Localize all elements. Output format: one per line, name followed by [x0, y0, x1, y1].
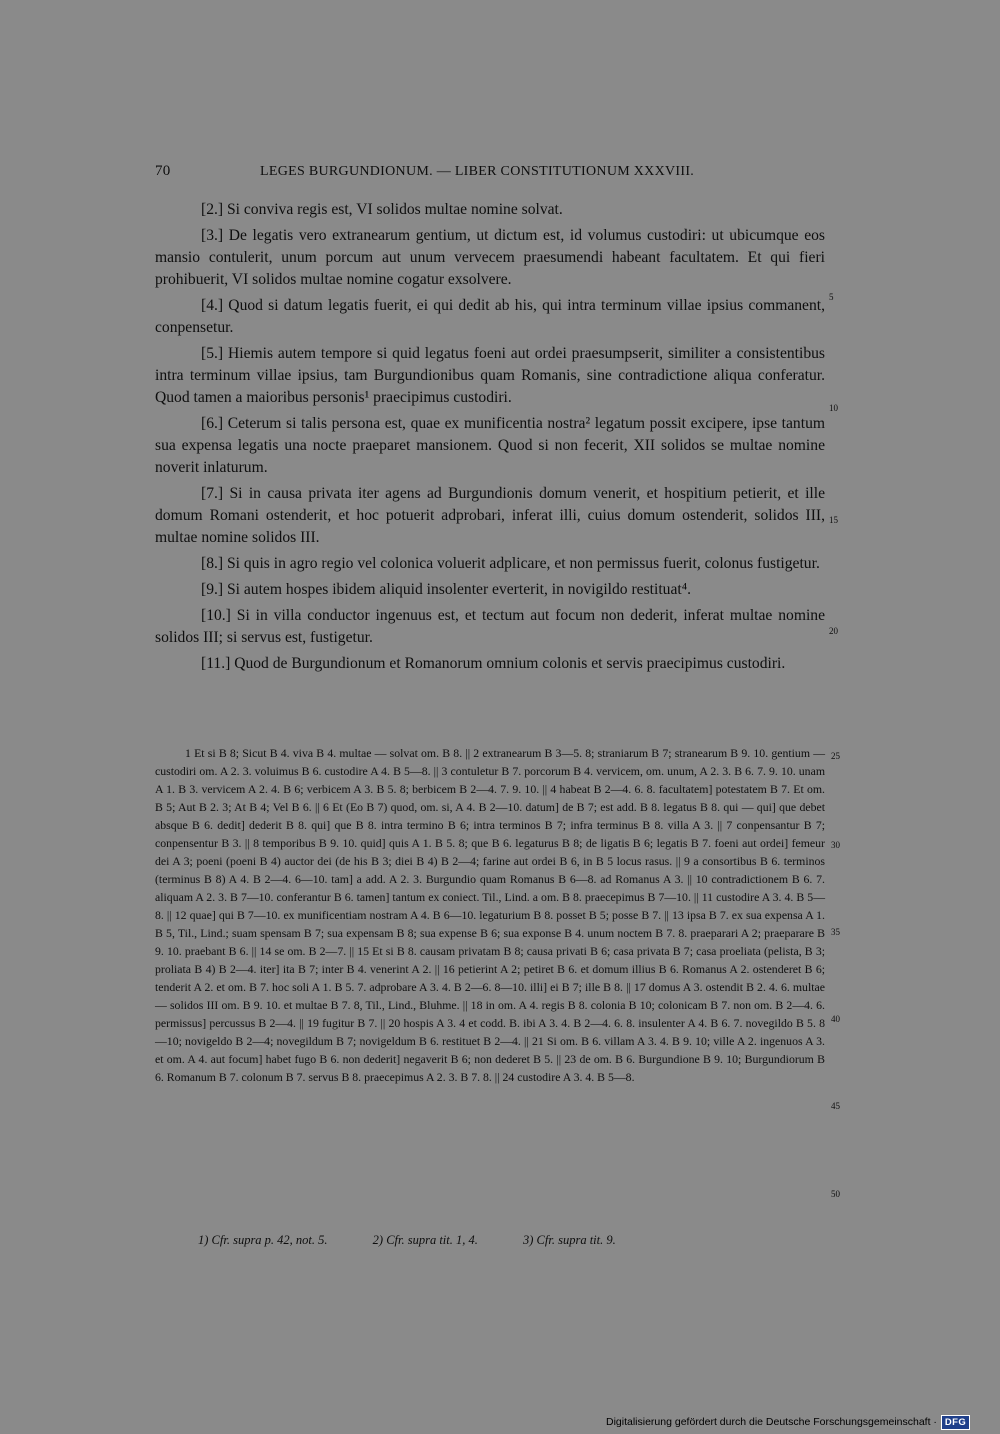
paragraph-8: [8.] Si quis in agro regio vel colonica voluerit adplicare, et non permissus fuerit, colonus fustigetur. [201, 555, 820, 572]
credit-text: Digitalisierung gefördert durch die Deutsche Forschungsgemeinschaft · [606, 1416, 937, 1428]
page-number: 70 [155, 163, 171, 179]
paragraph-4: [4.] Quod si datum legatis fuerit, ei qui dedit ab his, qui intra terminum villae ipsius commanent, conpensetur. [155, 297, 825, 336]
paragraph-7: [7.] Si in causa privata iter agens ad Burgundionis domum venerit, et hospitium petierit, et ille domum Romani ostenderit, et hoc potuerit adprobari, inferat illi, cuius domum ostenderit, solidos III, multae nomine solidos III. [155, 485, 825, 546]
line-number: 35 [831, 927, 840, 937]
paragraph-2: [2.] Si conviva regis est, VI solidos multae nomine solvat. [201, 201, 563, 218]
line-number: 40 [831, 1014, 840, 1024]
line-number: 45 [831, 1101, 840, 1111]
dfg-logo[interactable]: DFG [941, 1415, 970, 1430]
footnote-3: 3) Cfr. supra tit. 9. [523, 1233, 616, 1247]
paragraph-9: [9.] Si autem hospes ibidem aliquid insolenter everterit, in novigildo restituat⁴. [201, 581, 692, 598]
line-number: 5 [829, 292, 834, 302]
paragraph-6: [6.] Ceterum si talis persona est, quae ex munificentia nostra² legatum possit excipere, ipse tantum sua expensa legatis una nocte praeparet mansionem. Quod si non fecerit, XII solidos se multae nomine noverit inlaturum. [155, 415, 825, 476]
footnote-2: 2) Cfr. supra tit. 1, 4. [372, 1233, 478, 1247]
apparatus-text: 1 Et si B 8; Sicut B 4. viva B 4. multae — solvat om. B 8. || 2 extranearum B 3—5. 8; straniarum B 7; stranearum B 9. 10. gentium — custodiri om. A 2. 3. voluimus B 6. custodire A 4. B 5—8. || 3 contuletur B 7. porcorum B 4. vervicem, om. unum, A 2. 3. B 6. 7. 9. 10. unam A 1. B 3. vervicem A 2. 4. B 6; verbicem A 3. B 5. 8; berbicem B 2—4. 7. 9. 10. || 4 habeat B 2—4. 6. 8. facultatem] potestatem B 7. Et om. B 5; Aut B 2. 3; At B 4; Vel B 6. || 6 Et (Eo B 7) quod, om. si, A 4. B 2—10. datum] de B 7; est add. B 8. legatus B 8. qui — qui] que debet absque B 6. dedit] dederit B 8. qui] que B 8. intra termino B 6; intra terminos B 7; infra terminus B 8. villa A 3. || 7 conpensantur B 7; conpensentur B 3. || 8 temporibus B 9. 10. quid] quis A 1. B 5. 8; que B 6. legaturus B 8; de ligatis B 6; legatis B 7. foeni aut ordei] femeur dei A 3; poeni (poeni B 4) auctor dei (de his B 3; diei B 4) B 2—4; farine aut ordei B 6, in B 5 locus rasus. || 9 a consortibus B 6. terminos (terminus B 8) A 4. B 2—4. 6—10. tam] a add. A 2. 3. Burgundio quam Romanus B 6—8. ad Romanus A 3. || 10 contradictionem B 6. 7. aliquam A 2. 3. B 7—10. conferantur B 6. tamen] tantum ex coniect. Til., Lind. a om. B 8. praecepimus B 7—10. || 11 custodire A 3. 4. B 5—8. || 12 quae] qui B 7—10. ex munificentiam nostram A 4. B 6—10. legaturium B 8. posset B 5; posse B 7. || 13 ipsa B 7. ex sua expensa A 1. B 5, Til., Lind.; suam spensam B 7; sua expensam B 8; sua expense B 6; sua exponse B 4. unum noctem B 7. 8. praeparari A 2; praeparare B 9. 10. praebant B 6. || 14 se om. B 2—7. || 15 Et si B 8. causam privatam B 8; causa privati B 6; casa privata B 7; casa proeliata (pelista, B 3; proliata B 4) B 2—4. iter] ita B 7; inter B 4. venerint A 2. || 16 petierint A 2; petiret B 6. et domum illius B 6. Romanus A 2. ostenderet B 6; tenderit A 2. et om. B 7. hoc soli A 1. B 5. 7. adprobare A 3. 4. B 2—6. 8—10. illi] ei B 7; ille B 8. || 17 domus A 3. ostendit B 2. 4. 6. multae — solidos III om. B 9. 10. et multae B 7. 8, Til., Lind., Bluhme. || 18 in om. A 4. regis B 8. colonia B 10; colonicam B 7. non om. B 2—4. 6. permissus] percussus B 2—4. || 19 fugitur B 7. || 20 hospis A 3. 4 et codd. B. ibi A 3. 4. B 2—4. 6. 8. insulenter A 4. B 6. 7. novegildo B 5. 8—10; novigeldo B 2—4; novegildum B 7; novigeldum B 6. restituet B 2—4. || 21 Si om. B 6. villam A 3. 4. B 9. 10; ville A 2. ingenuos A 3. et om. A 4. aut focum] habet fugo B 6. non dederit] negaverit B 6; non dederet B 5. || 23 de om. B 6. Burgundione B 9. 10; Burgundiorum B 6. Romanum B 7. colonum B 7. servus B 8. praecepimus A 2. 3. B 7. 8. || 24 custodire A 3. 4. B 5—8. [155, 746, 825, 1084]
paragraph-11: [11.] Quod de Burgundionum et Romanorum omnium colonis et servis praecipimus custodiri. [201, 655, 786, 672]
running-title: LEGES BURGUNDIONUM. — LIBER CONSTITUTIONUM XXXVIII. [260, 164, 695, 179]
digitization-credit [606, 1414, 970, 1430]
line-number: 10 [829, 403, 838, 413]
running-head [155, 163, 825, 185]
footnote-1: 1) Cfr. supra p. 42, not. 5. [198, 1233, 328, 1247]
paragraph-3: [3.] De legatis vero extranearum gentium, ut dictum est, id volumus custodiri: ut ubicumque eos mansio contulerit, unum porcum aut unum vervecem praesumendi habeant facultatem. Et qui fieri prohibuerit, VI solidos multae nomine cogatur exsolvere. [155, 227, 825, 288]
main-text [155, 199, 825, 679]
paragraph-5: [5.] Hiemis autem tempore si quid legatus foeni aut ordei praesumpserit, similiter a consistentibus intra terminum villae ipsius, tam Burgundionibus quam Romanis, sine contradictione aliqua conferatur. Quod tamen a maioribus personis¹ praecipimus custodiri. [155, 345, 825, 406]
line-number: 15 [829, 515, 838, 525]
line-number: 25 [831, 751, 840, 761]
critical-apparatus [155, 744, 825, 1086]
line-number: 30 [831, 840, 840, 850]
line-number: 50 [831, 1189, 840, 1199]
footnotes [198, 1233, 658, 1248]
line-number: 20 [829, 626, 838, 636]
paragraph-10: [10.] Si in villa conductor ingenuus est, et tectum aut focum non dederit, inferat multae nomine solidos III; si servus est, fustigetur. [155, 607, 825, 646]
